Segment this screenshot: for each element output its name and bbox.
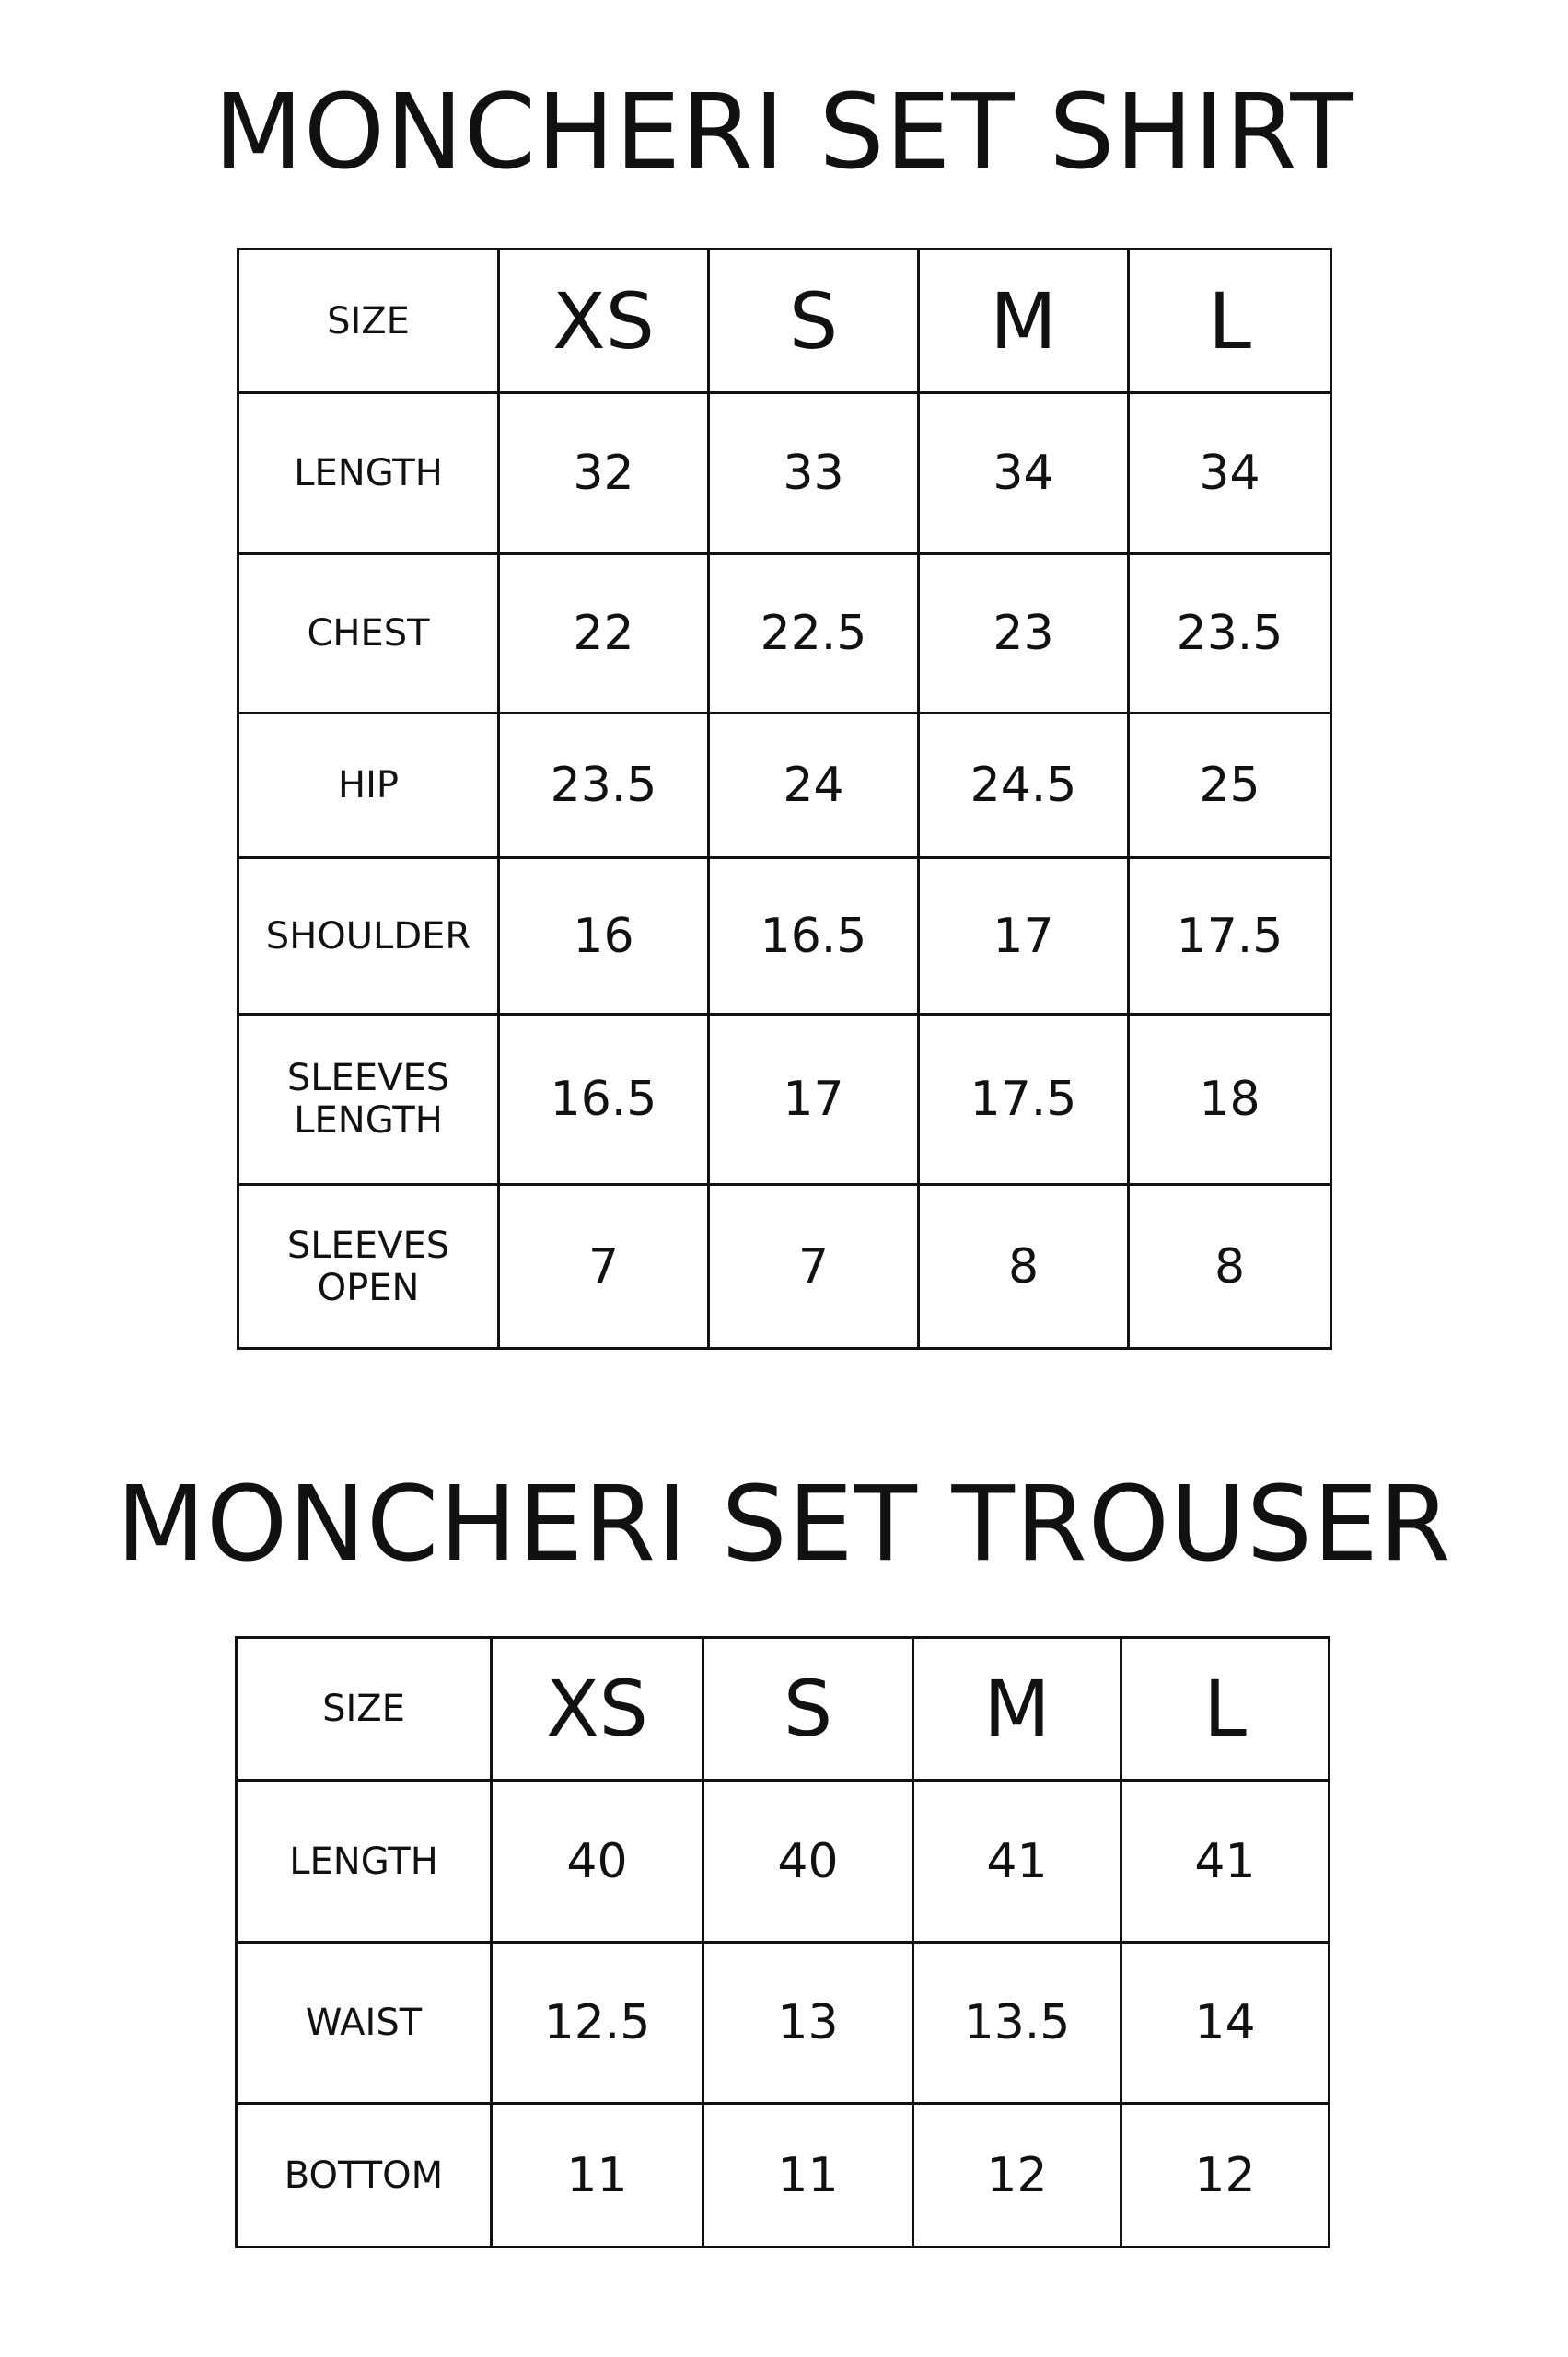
- table-cell: 23.5: [499, 714, 709, 858]
- trouser-chart-title: MONCHERI SET TROUSER: [116, 1465, 1452, 1585]
- table-cell: 17: [919, 858, 1129, 1015]
- table-cell: 11: [703, 2104, 913, 2247]
- row-label-length: LENGTH: [237, 1781, 492, 1943]
- table-cell: 33: [709, 393, 919, 554]
- table-cell: 11: [492, 2104, 703, 2247]
- size-l-header: L: [1121, 1638, 1330, 1781]
- table-cell: 24.5: [919, 714, 1129, 858]
- table-cell: 17.5: [919, 1015, 1129, 1185]
- size-s-header: S: [709, 250, 919, 393]
- table-cell: 25: [1129, 714, 1331, 858]
- table-row: [238, 858, 1331, 1015]
- row-label-bottom: BOTTOM: [237, 2104, 492, 2247]
- table-cell: 16.5: [709, 858, 919, 1015]
- row-label-sleeves-open: SLEEVES OPEN: [238, 1185, 499, 1349]
- size-s-header: S: [703, 1638, 913, 1781]
- size-xs-header: XS: [492, 1638, 703, 1781]
- size-header-label: SIZE: [238, 250, 499, 393]
- table-header-row: [238, 250, 1331, 393]
- table-row: [238, 1185, 1331, 1349]
- table-cell: 22.5: [709, 554, 919, 714]
- table-cell: 40: [703, 1781, 913, 1943]
- table-cell: 40: [492, 1781, 703, 1943]
- table-row: [237, 1943, 1330, 2104]
- row-label-waist: WAIST: [237, 1943, 492, 2104]
- row-label-chest: CHEST: [238, 554, 499, 714]
- table-cell: 12: [1121, 2104, 1330, 2247]
- size-xs-header: XS: [499, 250, 709, 393]
- row-label-length: LENGTH: [238, 393, 499, 554]
- shirt-size-table: [237, 248, 1332, 1350]
- table-cell: 34: [1129, 393, 1331, 554]
- table-cell: 32: [499, 393, 709, 554]
- table-cell: 17.5: [1129, 858, 1331, 1015]
- table-cell: 14: [1121, 1943, 1330, 2104]
- table-row: [238, 1015, 1331, 1185]
- table-cell: 24: [709, 714, 919, 858]
- table-row: [238, 393, 1331, 554]
- table-cell: 7: [499, 1185, 709, 1349]
- table-cell: 23.5: [1129, 554, 1331, 714]
- row-label-hip: HIP: [238, 714, 499, 858]
- table-cell: 41: [1121, 1781, 1330, 1943]
- size-l-header: L: [1129, 250, 1331, 393]
- table-cell: 17: [709, 1015, 919, 1185]
- table-row: [238, 714, 1331, 858]
- table-cell: 7: [709, 1185, 919, 1349]
- table-cell: 16.5: [499, 1015, 709, 1185]
- shirt-chart-title: MONCHERI SET SHIRT: [214, 73, 1354, 192]
- table-cell: 13.5: [913, 1943, 1121, 2104]
- table-cell: 8: [919, 1185, 1129, 1349]
- table-cell: 18: [1129, 1015, 1331, 1185]
- table-cell: 22: [499, 554, 709, 714]
- table-row: [237, 2104, 1330, 2247]
- table-row: [237, 1781, 1330, 1943]
- table-cell: 12: [913, 2104, 1121, 2247]
- table-cell: 8: [1129, 1185, 1331, 1349]
- table-cell: 13: [703, 1943, 913, 2104]
- row-label-shoulder: SHOULDER: [238, 858, 499, 1015]
- trouser-size-table: [235, 1636, 1330, 2248]
- table-header-row: [237, 1638, 1330, 1781]
- size-header-label: SIZE: [237, 1638, 492, 1781]
- table-cell: 41: [913, 1781, 1121, 1943]
- table-cell: 23: [919, 554, 1129, 714]
- size-m-header: M: [913, 1638, 1121, 1781]
- row-label-sleeves-length: SLEEVES LENGTH: [238, 1015, 499, 1185]
- table-row: [238, 554, 1331, 714]
- table-cell: 16: [499, 858, 709, 1015]
- table-cell: 34: [919, 393, 1129, 554]
- table-cell: 12.5: [492, 1943, 703, 2104]
- size-m-header: M: [919, 250, 1129, 393]
